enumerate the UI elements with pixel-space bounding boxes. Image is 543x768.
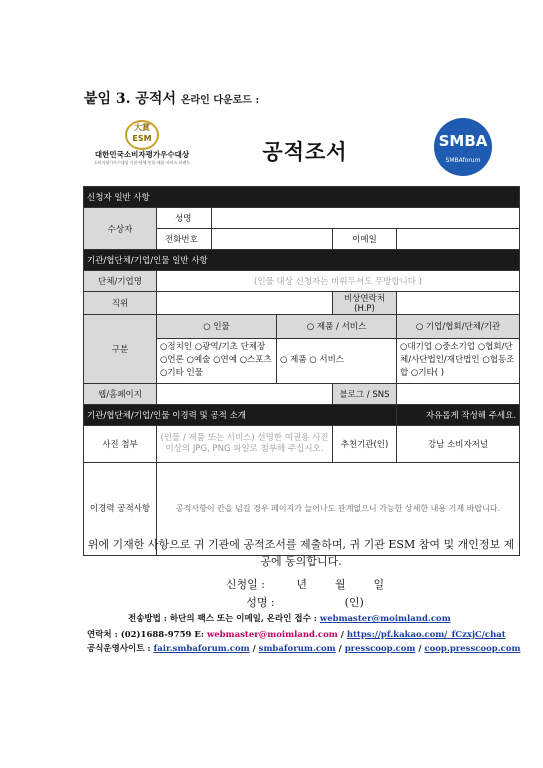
official-sites-line: 공식운영사이트 : fair.smbaforum.com / smbaforum.com / presscoop.com / coop.presscoop.com bbox=[87, 644, 521, 654]
email-label: 이메일 bbox=[333, 229, 397, 250]
esm-logo-name: 대한민국소비자평가우수대상 bbox=[94, 150, 190, 159]
product-suboptions[interactable]: ○ 제품 ○ 서비스 bbox=[277, 338, 397, 383]
section-applicant-header: 신청자 일반 사항 bbox=[84, 187, 520, 208]
site-link-presscoop[interactable]: presscoop.com bbox=[344, 644, 416, 654]
applicant-signature: 성명 : (인) bbox=[246, 596, 364, 609]
email-field[interactable] bbox=[397, 229, 520, 250]
application-date: 신청일 : 년 월 일 bbox=[225, 578, 385, 591]
person-suboptions[interactable]: ○정치인 ○광역/기초 단체장 ○언론 ○예술 ○연예 ○스포츠 ○기타 인물 bbox=[157, 338, 277, 383]
history-field[interactable]: 공적사항이 칸을 넘길 경우 페이지가 늘어나도 관계없으니 가능한 상세한 내용 기재 바랍니다. bbox=[157, 463, 520, 556]
smba-logo: SMBA SMBAforum bbox=[434, 118, 492, 176]
history-label: 이경력 공적사항 bbox=[84, 463, 157, 556]
esm-logo-sub: 소비자평가우수대상 기관·단체·인물·제품·서비스·브랜드 bbox=[93, 160, 191, 165]
site-link-coop[interactable]: coop.presscoop.com bbox=[424, 644, 521, 654]
photo-upload-field[interactable]: (인물 / 제품 또는 서비스) 선명한 여권용 사진 이상의 JPG, PNG 파일로 첨부해 주십시오. bbox=[157, 426, 333, 463]
submit-email-link[interactable]: webmaster@moimland.com bbox=[319, 614, 451, 624]
position-field[interactable] bbox=[157, 292, 333, 315]
emergency-label: 비상연락처(H.P) bbox=[333, 292, 397, 315]
recommender-label: 추천기관(인) bbox=[333, 426, 397, 463]
category-label: 구분 bbox=[84, 315, 157, 384]
emergency-field[interactable] bbox=[397, 292, 520, 315]
section-career-header: 기관/협단체/기업/인물 이경력 및 공적 소개 bbox=[84, 405, 397, 426]
category-company-option[interactable]: ○ 기업/협회/단체/기관 bbox=[397, 315, 520, 339]
site-link-fair[interactable]: fair.smbaforum.com bbox=[153, 644, 250, 654]
kakao-chat-link[interactable]: https://pf.kakao.com/_fCzxjC/chat bbox=[346, 630, 506, 640]
org-name-label: 단체/기업명 bbox=[84, 271, 157, 292]
document-title: 공적조서 bbox=[262, 140, 348, 164]
recipient-label: 수상자 bbox=[84, 208, 157, 250]
category-product-option[interactable]: ○ 제품 / 서비스 bbox=[277, 315, 397, 339]
consent-statement: 위에 기재한 사항으로 귀 기관에 공적조서를 제출하며, 귀 기관 ESM 참여 및 개인정보 제공에 동의합니다. bbox=[87, 538, 515, 568]
org-name-field[interactable]: (인물 대상 신청자는 비워두셔도 무방합니다 ) bbox=[157, 271, 520, 292]
attachment-heading bbox=[84, 88, 259, 108]
position-label: 직위 bbox=[84, 292, 157, 315]
web-field[interactable] bbox=[157, 384, 333, 405]
blog-label: 블로그 / SNS bbox=[333, 384, 397, 405]
site-link-smbaforum[interactable]: smbaforum.com bbox=[258, 644, 336, 654]
heading-main: 붙임 3. 공적서 bbox=[84, 91, 176, 107]
name-label: 성명 bbox=[157, 208, 212, 229]
phone-label: 전화번호 bbox=[157, 229, 212, 250]
section-org-header: 기관/협단체/기업/인물 일반 사항 bbox=[84, 250, 520, 271]
web-label: 웹/홈페이지 bbox=[84, 384, 157, 405]
contact-line: 연락처 : (02)1688-9759 E: webmaster@moimland.com / https://pf.kakao.com/_fCzxjC/chat bbox=[87, 630, 506, 640]
recommender-value: 강남 소비자저널 bbox=[397, 426, 520, 463]
application-form-table bbox=[83, 186, 520, 556]
heading-sub: 온라인 다운로드 : bbox=[180, 95, 260, 106]
blog-field[interactable] bbox=[397, 384, 520, 405]
category-person-option[interactable]: ○ 인물 bbox=[157, 315, 277, 339]
name-field[interactable] bbox=[212, 208, 520, 229]
esm-badge-icon: 大賞 ESM bbox=[125, 120, 159, 150]
phone-field[interactable] bbox=[212, 229, 333, 250]
career-note: 자유롭게 작성해 주세요. bbox=[397, 405, 520, 426]
company-suboptions[interactable]: ○대기업 ○중소기업 ○협회/단체/사단법인/재단법인 ○협동조합 ○기타( ) bbox=[397, 338, 520, 383]
photo-label: 사진 첨부 bbox=[84, 426, 157, 463]
submit-line: 전송방법 : 하단의 팩스 또는 이메일, 온라인 접수 : webmaster@moimland.com bbox=[128, 614, 451, 624]
contact-email-link[interactable]: webmaster@moimland.com bbox=[206, 630, 338, 640]
